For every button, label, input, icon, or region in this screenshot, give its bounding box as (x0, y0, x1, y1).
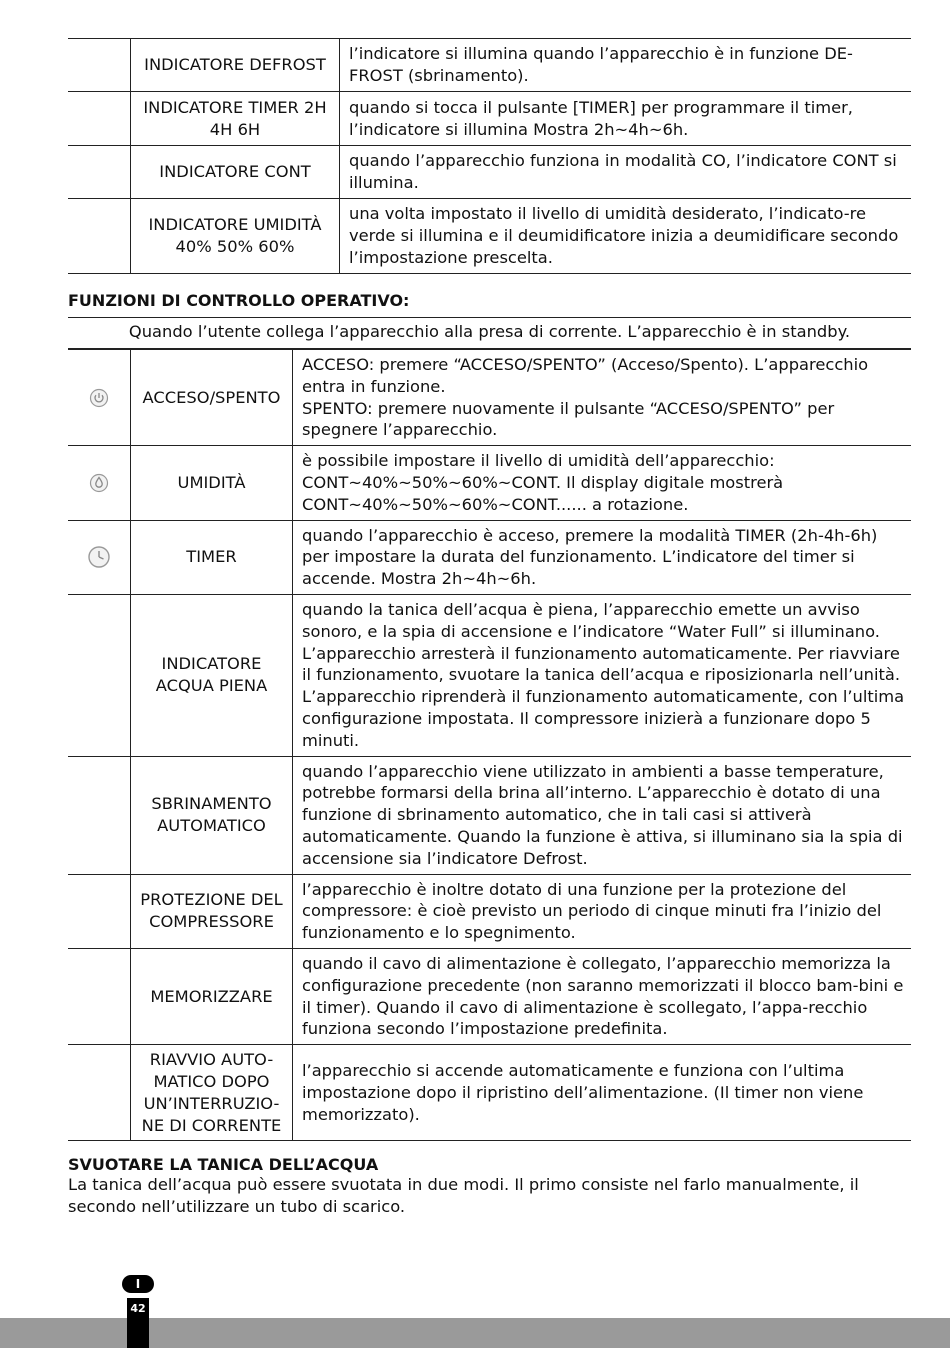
row-label: PROTEZIONE DEL COMPRESSORE (131, 874, 293, 948)
empty-cell (68, 146, 131, 199)
table-row (68, 1045, 911, 1141)
empty-cell (68, 39, 131, 92)
row-description: l’indicatore si illumina quando l’apparecchio è in funzione DE-FROST (sbrinamento). (340, 39, 912, 92)
row-description: quando si tocca il pulsante [TIMER] per programmare il timer, l’indicatore si illumina Mostra 2h~4h~6h. (340, 92, 912, 146)
table-row (68, 948, 911, 1044)
row-label: TIMER (131, 520, 293, 594)
row-description (293, 349, 912, 446)
description-line: è possibile impostare il livello di umidità dell’apparecchio: CONT~40%~50%~60%~CONT. Il display digitale mostrerà CONT~40%~50%~60%~CONT...... a rotazione. (302, 451, 784, 514)
manual-page (68, 38, 911, 1218)
row-description (293, 948, 912, 1044)
description-line: quando il cavo di alimentazione è collegato, l’apparecchio memorizza la configurazione precedente (non saranno memorizzati il blocco bam-bini e il timer). Quando il cavo di alimentazione è scollegato, l’appa-recchio funziona secondo l’impostazione predefinita. (302, 953, 904, 1039)
row-label: MEMORIZZARE (131, 948, 293, 1044)
table-row (68, 39, 911, 92)
row-label: RIAVVIO AUTO-MATICO DOPO UN’INTERRUZIO-NE DI CORRENTE (131, 1045, 293, 1141)
description-line: l’apparecchio si accende automaticamente e funziona con l’ultima impostazione dopo il ripristino dell’alimentazione. (Il timer non viene memorizzato). (302, 1061, 864, 1124)
icon-cell (68, 349, 131, 446)
row-label: INDICATORE UMIDITÀ 40% 50% 60% (131, 199, 340, 274)
language-badge: I (122, 1275, 154, 1293)
row-label: INDICATORE DEFROST (131, 39, 340, 92)
description-line: quando l’apparecchio è acceso, premere la modalità TIMER (2h-4h-6h) per impostare la durata del funzionamento. L’indicatore del timer si accende. Mostra 2h~4h~6h. (302, 525, 878, 589)
table-row (68, 594, 911, 756)
description-line: quando l’apparecchio viene utilizzato in ambienti a basse temperature, potrebbe formarsi della brina all’interno. L’apparecchio è dotato di una funzione di sbrinamento automatico, che in tali casi si attiverà automaticamente. Quando la funzione è attiva, si illuminano sia la spia di accensione sia l’indicatore Defrost. (302, 761, 903, 868)
indicators-table (68, 38, 911, 274)
table-row (68, 520, 911, 594)
row-description: una volta impostato il livello di umidità desiderato, l’indicato-re verde si illumina e il deumidificatore inizia a deumidificare secondo l’impostazione prescelta. (340, 199, 912, 274)
row-label: INDICATORE TIMER 2H 4H 6H (131, 92, 340, 146)
table-row (68, 146, 911, 199)
power-icon (89, 388, 109, 408)
row-description (293, 874, 912, 948)
row-description (293, 594, 912, 756)
empty-cell (68, 199, 131, 274)
page-number: 42 (127, 1298, 149, 1348)
row-description (293, 446, 912, 520)
humidity-icon (89, 473, 109, 493)
icon-cell (68, 874, 131, 948)
controls-heading: FUNZIONI DI CONTROLLO OPERATIVO: (68, 291, 410, 310)
timer-icon (87, 545, 111, 569)
row-description (293, 756, 912, 874)
controls-table (68, 348, 911, 1141)
row-label: UMIDITÀ (131, 446, 293, 520)
row-label: ACCESO/SPENTO (131, 349, 293, 446)
row-label: SBRINAMENTO AUTOMATICO (131, 756, 293, 874)
icon-cell (68, 446, 131, 520)
table-row (68, 756, 911, 874)
icon-cell (68, 756, 131, 874)
description-line: ACCESO: premere “ACCESO/SPENTO” (Acceso/Spento). L’apparecchio entra in funzione. (302, 355, 869, 396)
table-row (68, 446, 911, 520)
icon-cell (68, 1045, 131, 1141)
description-line: l’apparecchio è inoltre dotato di una funzione per la protezione del compressore: è cioè previsto un periodo di cinque minuti fra l’inizio del funzionamento e lo spegnimento. (302, 879, 882, 943)
description-line: quando la tanica dell’acqua è piena, l’apparecchio emette un avviso sonoro, e la spia di accensione e l’indicatore “Water Full” si illuminano. L’apparecchio arresterà il funzionamento automaticamente. Per riavviare il funzionamento, svuotare la tanica dell’acqua e riposizionarla nell’unità. L’apparecchio riprenderà il funzionamento automaticamente, con l’ultima configurazione impostata. Il compressore inizierà a funzionare dopo 5 minuti. (302, 599, 905, 750)
empty-cell (68, 92, 131, 146)
table-row (68, 199, 911, 274)
icon-cell (68, 594, 131, 756)
icon-cell (68, 948, 131, 1044)
row-label: INDICATORE CONT (131, 146, 340, 199)
icon-cell (68, 520, 131, 594)
row-description (293, 1045, 912, 1141)
controls-intro: Quando l’utente collega l’apparecchio alla presa di corrente. L’apparecchio è in standby. (68, 317, 911, 348)
row-label: INDICATORE ACQUA PIENA (131, 594, 293, 756)
tank-paragraph: La tanica dell’acqua può essere svuotata in due modi. Il primo consiste nel farlo manualmente, il secondo nell’utilizzare un tubo di scarico. (68, 1175, 859, 1217)
table-row (68, 349, 911, 446)
table-row (68, 874, 911, 948)
tank-heading: SVUOTARE LA TANICA DELL’ACQUA (68, 1155, 379, 1175)
row-description (293, 520, 912, 594)
row-description: quando l’apparecchio funziona in modalità CO, l’indicatore CONT si illumina. (340, 146, 912, 199)
description-line: SPENTO: premere nuovamente il pulsante “ACCESO/SPENTO” per spegnere l’apparecchio. (302, 398, 835, 440)
table-row (68, 92, 911, 146)
